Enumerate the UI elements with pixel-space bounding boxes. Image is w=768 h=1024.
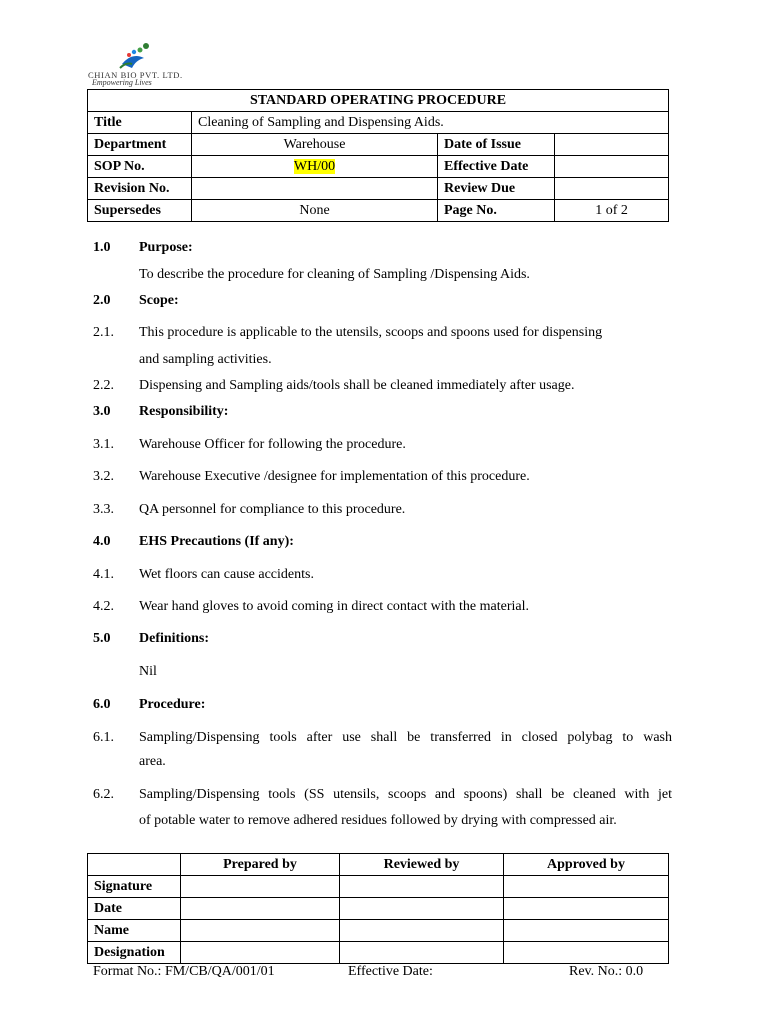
signoff-cell xyxy=(181,876,340,898)
designation-label: Designation xyxy=(88,942,181,964)
item-text: Sampling/Dispensing tools (SS utensils, scoops and spoons) shall be cleaned with jet xyxy=(139,787,672,802)
section-number: 1.0 xyxy=(93,240,111,255)
sop-header-table xyxy=(87,89,669,222)
section-title: Scope: xyxy=(139,293,179,308)
effective-date-value xyxy=(555,156,669,178)
date-label: Date xyxy=(88,898,181,920)
date-of-issue-value xyxy=(555,134,669,156)
definitions-text: Nil xyxy=(139,664,157,679)
item-number: 4.2. xyxy=(93,599,114,614)
item-text: Warehouse Executive /designee for implementation of this procedure. xyxy=(139,469,530,484)
revision-no-value xyxy=(192,178,438,200)
signoff-cell xyxy=(504,942,669,964)
revision-number: Rev. No.: 0.0 xyxy=(569,964,644,979)
company-tagline: Empowering Lives xyxy=(92,78,152,87)
item-number: 3.3. xyxy=(93,502,114,517)
department-value: Warehouse xyxy=(192,134,438,156)
item-text: This procedure is applicable to the utensils, scoops and spoons used for dispensing xyxy=(139,325,603,340)
section-title: Procedure: xyxy=(139,697,206,712)
footer-effective-date: Effective Date: xyxy=(348,964,433,979)
section-title: Purpose: xyxy=(139,240,193,255)
approved-by-header: Approved by xyxy=(504,854,669,876)
document-type: STANDARD OPERATING PROCEDURE xyxy=(88,90,669,112)
sop-no-value: WH/00 xyxy=(293,158,336,174)
company-logo xyxy=(88,42,218,90)
logo-mark-icon xyxy=(102,42,162,72)
signoff-cell xyxy=(340,876,504,898)
item-text: Wet floors can cause accidents. xyxy=(139,567,314,582)
purpose-text: To describe the procedure for cleaning of Sampling /Dispensing Aids. xyxy=(139,267,530,282)
signature-label: Signature xyxy=(88,876,181,898)
item-text-continued: and sampling activities. xyxy=(139,352,272,367)
item-text-continued: of potable water to remove adhered residues followed by drying with compressed air. xyxy=(139,813,617,828)
signoff-cell xyxy=(181,942,340,964)
reviewed-by-header: Reviewed by xyxy=(340,854,504,876)
revision-no-label: Revision No. xyxy=(88,178,192,200)
section-title: Responsibility: xyxy=(139,404,229,419)
name-label: Name xyxy=(88,920,181,942)
section-number: 4.0 xyxy=(93,534,111,549)
section-number: 6.0 xyxy=(93,697,111,712)
item-text: QA personnel for compliance to this procedure. xyxy=(139,502,406,517)
signoff-cell xyxy=(504,898,669,920)
item-number: 4.1. xyxy=(93,567,114,582)
department-label: Department xyxy=(88,134,192,156)
section-number: 5.0 xyxy=(93,631,111,646)
signoff-cell xyxy=(504,876,669,898)
item-text: Dispensing and Sampling aids/tools shall be cleaned immediately after usage. xyxy=(139,378,575,393)
item-number: 6.2. xyxy=(93,787,114,802)
item-text-continued: area. xyxy=(139,754,166,769)
signoff-cell xyxy=(340,942,504,964)
signoff-cell xyxy=(340,920,504,942)
sop-no-cell xyxy=(192,156,438,178)
signoff-table xyxy=(87,853,669,964)
item-text: Sampling/Dispensing tools after use shall be transferred in closed polybag to wash xyxy=(139,730,672,745)
item-number: 2.2. xyxy=(93,378,114,393)
item-number: 3.1. xyxy=(93,437,114,452)
prepared-by-header: Prepared by xyxy=(181,854,340,876)
signoff-cell xyxy=(340,898,504,920)
item-text: Wear hand gloves to avoid coming in direct contact with the material. xyxy=(139,599,529,614)
item-number: 2.1. xyxy=(93,325,114,340)
signoff-cell xyxy=(504,920,669,942)
date-of-issue-label: Date of Issue xyxy=(438,134,555,156)
section-number: 2.0 xyxy=(93,293,111,308)
title-label: Title xyxy=(88,112,192,134)
title-value: Cleaning of Sampling and Dispensing Aids. xyxy=(192,112,669,134)
effective-date-label: Effective Date xyxy=(438,156,555,178)
signoff-corner xyxy=(88,854,181,876)
review-due-label: Review Due xyxy=(438,178,555,200)
signoff-cell xyxy=(181,898,340,920)
signoff-cell xyxy=(181,920,340,942)
page-no-value: 1 of 2 xyxy=(555,200,669,222)
item-text: Warehouse Officer for following the procedure. xyxy=(139,437,406,452)
section-number: 3.0 xyxy=(93,404,111,419)
item-number: 3.2. xyxy=(93,469,114,484)
item-number: 6.1. xyxy=(93,730,114,745)
company-name: CHIAN BIO PVT. LTD. xyxy=(88,70,183,80)
sop-no-label: SOP No. xyxy=(88,156,192,178)
review-due-value xyxy=(555,178,669,200)
section-title: Definitions: xyxy=(139,631,209,646)
supersedes-value: None xyxy=(192,200,438,222)
section-title: EHS Precautions (If any): xyxy=(139,534,294,549)
supersedes-label: Supersedes xyxy=(88,200,192,222)
page-no-label: Page No. xyxy=(438,200,555,222)
format-number: Format No.: FM/CB/QA/001/01 xyxy=(93,964,275,979)
